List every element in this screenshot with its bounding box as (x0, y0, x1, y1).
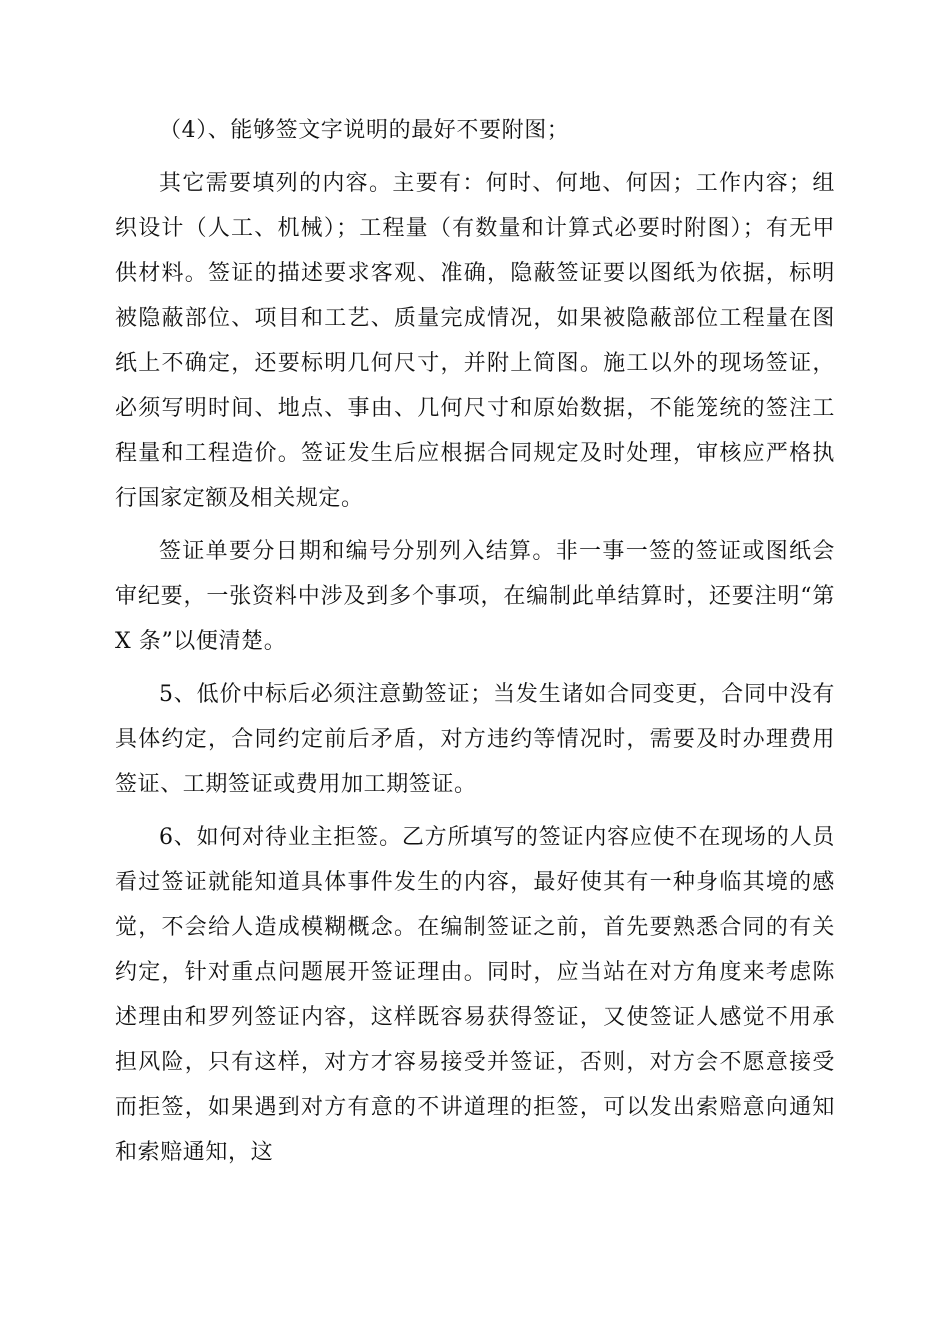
paragraph-item-4-drawing-note: （4）、能够签文字说明的最好不要附图； (159, 118, 570, 143)
document-body (115, 108, 835, 1175)
paragraph-low-bid-visa: 5、低价中标后必须注意勤签证；当发生诸如合同变更，合同中没有具体约定，合同约定前后矛盾，对方违约等情况时，需要及时办理费用签证、工期签证或费用加工期签证。 (115, 682, 835, 797)
paragraph-other-content: 其它需要填列的内容。主要有：何时、何地、何因；工作内容；组织设计（人工、机械）；工程量（有数量和计算式必要时附图）；有无甲供材料。签证的描述要求客观、准确，隐蔽签证要以图纸为依据，标明被隐蔽部位、项目和工艺、质量完成情况，如果被隐蔽部位工程量在图纸上不确定，还要标明几何尺寸，并附上简图。施工以外的现场签证，必须写明时间、地点、事由、几何尺寸和原始数据，不能笼统的签注工程量和工程造价。签证发生后应根据合同规定及时处理，审核应严格执行国家定额及相关规定。 (115, 171, 835, 511)
paragraph-settlement-numbering: 签证单要分日期和编号分别列入结算。非一事一签的签证或图纸会审纪要，一张资料中涉及到多个事项，在编制此单结算时，还要注明“第 X 条”以便清楚。 (115, 539, 835, 654)
paragraph-owner-refusal: 6、如何对待业主拒签。乙方所填写的签证内容应使不在现场的人员看过签证就能知道具体事件发生的内容，最好使其有一种身临其境的感觉，不会给人造成模糊概念。在编制签证之前，首先要熟悉合同的有关约定，针对重点问题展开签证理由。同时，应当站在对方角度来考虑陈述理由和罗列签证内容，这样既容易获得签证，又使签证人感觉不用承担风险，只有这样，对方才容易接受并签证，否则，对方会不愿意接受而拒签，如果遇到对方有意的不讲道理的拒签，可以发出索赔意向通知和索赔通知，这 (115, 825, 835, 1165)
